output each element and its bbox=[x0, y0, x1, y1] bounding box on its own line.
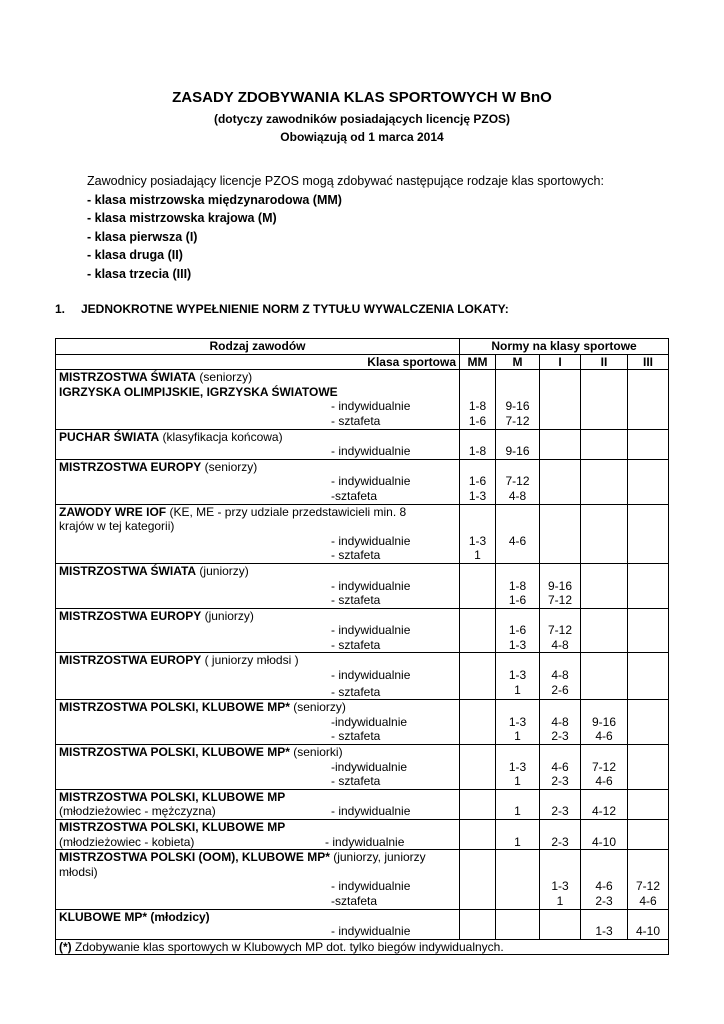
table-row bbox=[56, 789, 669, 819]
value-cell: 1-3 1 bbox=[496, 700, 540, 745]
table-row bbox=[56, 563, 669, 608]
col-iii: III bbox=[628, 354, 669, 370]
header-norms: Normy na klasy sportowe bbox=[460, 339, 669, 355]
value-cell bbox=[628, 653, 669, 700]
col-mm: MM bbox=[460, 354, 496, 370]
intro-block bbox=[87, 172, 687, 284]
value-cell: 1-3 1 bbox=[460, 504, 496, 563]
value-cell bbox=[460, 608, 496, 653]
col-m: M bbox=[496, 354, 540, 370]
value-cell bbox=[628, 563, 669, 608]
value-cell bbox=[628, 820, 669, 850]
document-title: ZASADY ZDOBYWANIA KLAS SPORTOWYCH W BnO bbox=[172, 89, 552, 106]
value-cell bbox=[628, 504, 669, 563]
value-cell: 4-8 2-3 bbox=[540, 700, 581, 745]
value-cell: 1-3 1 bbox=[496, 653, 540, 700]
value-cell bbox=[460, 700, 496, 745]
value-cell bbox=[540, 429, 581, 459]
value-cell: 1-8 bbox=[460, 429, 496, 459]
competition-cell: MISTRZOSTWA POLSKI, KLUBOWE MP (młodzieżowiec - kobieta) - indywidualnie bbox=[56, 820, 460, 850]
footnote-mark: (*) bbox=[59, 939, 72, 954]
value-cell bbox=[628, 370, 669, 429]
intro-text: Zawodnicy posiadający licencje PZOS mogą zdobywać następujące rodzaje klas sportowych: bbox=[87, 174, 604, 188]
value-cell: 1-6 1-3 bbox=[460, 459, 496, 504]
value-cell: 1-3 bbox=[581, 909, 628, 939]
value-cell: 1-3 1 bbox=[540, 850, 581, 909]
value-cell bbox=[581, 370, 628, 429]
value-cell: 9-16 4-6 bbox=[581, 700, 628, 745]
table-row bbox=[56, 850, 669, 909]
table-row bbox=[56, 745, 669, 790]
value-cell bbox=[460, 789, 496, 819]
competition-cell: MISTRZOSTWA EUROPY (juniorzy) - indywidualnie - sztafeta bbox=[56, 608, 460, 653]
effective-date: Obowiązują od 1 marca 2014 bbox=[280, 130, 444, 144]
class-item: - klasa mistrzowska międzynarodowa (MM) bbox=[87, 192, 342, 207]
table-header-row bbox=[56, 354, 669, 370]
class-item: - klasa pierwsza (I) bbox=[87, 229, 198, 244]
value-cell: 4-6 2-3 bbox=[581, 850, 628, 909]
value-cell: 4-6 2-3 bbox=[540, 745, 581, 790]
value-cell: 1-8 1-6 bbox=[496, 563, 540, 608]
competition-cell: PUCHAR ŚWIATA (klasyfikacja końcowa) - indywidualnie bbox=[56, 429, 460, 459]
value-cell bbox=[581, 608, 628, 653]
value-cell: 9-16 bbox=[496, 429, 540, 459]
value-cell bbox=[460, 820, 496, 850]
value-cell bbox=[540, 459, 581, 504]
table-row bbox=[56, 700, 669, 745]
class-item: - klasa druga (II) bbox=[87, 248, 183, 263]
norms-table bbox=[55, 338, 669, 955]
value-cell bbox=[496, 850, 540, 909]
value-cell: 4-8 2-6 bbox=[540, 653, 581, 700]
table-row bbox=[56, 608, 669, 653]
table-row bbox=[56, 370, 669, 429]
value-cell: 4-6 bbox=[496, 504, 540, 563]
table-row bbox=[56, 429, 669, 459]
value-cell bbox=[628, 700, 669, 745]
value-cell bbox=[540, 370, 581, 429]
table-row bbox=[56, 909, 669, 939]
competition-cell: ZAWODY WRE IOF (KE, ME - przy udziale przedstawicieli min. 8 krajów w tej kategorii) - indywidualnie - sztafeta bbox=[56, 504, 460, 563]
footnote-row bbox=[56, 939, 669, 955]
value-cell: 2-3 bbox=[540, 789, 581, 819]
value-cell: 7-12 4-6 bbox=[628, 850, 669, 909]
value-cell bbox=[628, 745, 669, 790]
value-cell: 1-8 1-6 bbox=[460, 370, 496, 429]
value-cell bbox=[581, 429, 628, 459]
header-competition: Rodzaj zawodów bbox=[56, 339, 460, 355]
value-cell: 9-16 7-12 bbox=[540, 563, 581, 608]
value-cell: 7-12 4-8 bbox=[540, 608, 581, 653]
competition-cell: MISTRZOSTWA EUROPY ( juniorzy młodsi ) - indywidualnie - sztafeta bbox=[56, 653, 460, 700]
col-i: I bbox=[540, 354, 581, 370]
competition-cell: MISTRZOSTWA ŚWIATA (juniorzy) - indywidualnie - sztafeta bbox=[56, 563, 460, 608]
value-cell: 1-3 1 bbox=[496, 745, 540, 790]
value-cell: 4-10 bbox=[581, 820, 628, 850]
table-row bbox=[56, 820, 669, 850]
footnote-text: Zdobywanie klas sportowych w Klubowych MP dot. tylko biegów indywidualnych. bbox=[71, 939, 504, 954]
value-cell bbox=[540, 504, 581, 563]
value-cell: 1-6 1-3 bbox=[496, 608, 540, 653]
competition-cell: MISTRZOSTWA POLSKI, KLUBOWE MP* (seniorzy) -indywidualnie - sztafeta bbox=[56, 700, 460, 745]
section-title: JEDNOKROTNE WYPEŁNIENIE NORM Z TYTUŁU WYWALCZENIA LOKATY: bbox=[81, 302, 509, 316]
value-cell bbox=[540, 909, 581, 939]
value-cell bbox=[460, 909, 496, 939]
section-number: 1. bbox=[55, 302, 66, 316]
value-cell: 7-12 4-8 bbox=[496, 459, 540, 504]
value-cell: 4-12 bbox=[581, 789, 628, 819]
value-cell: 1 bbox=[496, 789, 540, 819]
header-class: Klasa sportowa bbox=[56, 354, 460, 370]
value-cell: 2-3 bbox=[540, 820, 581, 850]
value-cell: 7-12 4-6 bbox=[581, 745, 628, 790]
value-cell: 4-10 bbox=[628, 909, 669, 939]
value-cell bbox=[460, 653, 496, 700]
value-cell bbox=[581, 653, 628, 700]
value-cell bbox=[628, 789, 669, 819]
footnote-cell bbox=[56, 939, 669, 955]
table-row bbox=[56, 653, 669, 700]
table-row bbox=[56, 504, 669, 563]
value-cell: 1 bbox=[496, 820, 540, 850]
table-row bbox=[56, 459, 669, 504]
value-cell bbox=[628, 459, 669, 504]
competition-cell: MISTRZOSTWA POLSKI (OOM), KLUBOWE MP* (juniorzy, juniorzy młodsi) - indywidualnie -sztafeta bbox=[56, 850, 460, 909]
value-cell bbox=[628, 429, 669, 459]
section-heading bbox=[55, 302, 509, 316]
competition-cell: MISTRZOSTWA POLSKI, KLUBOWE MP* (seniorki) -indywidualnie - sztafeta bbox=[56, 745, 460, 790]
value-cell: 9-16 7-12 bbox=[496, 370, 540, 429]
document-subtitle: (dotyczy zawodników posiadających licencję PZOS) bbox=[213, 112, 511, 126]
competition-cell: MISTRZOSTWA POLSKI, KLUBOWE MP (młodzieżowiec - mężczyzna) - indywidualnie bbox=[56, 789, 460, 819]
value-cell bbox=[581, 504, 628, 563]
class-item: - klasa trzecia (III) bbox=[87, 266, 192, 281]
competition-cell: MISTRZOSTWA ŚWIATA (seniorzy) IGRZYSKA OLIMPIJSKIE, IGRZYSKA ŚWIATOWE - indywidualnie - sztafeta bbox=[56, 370, 460, 429]
competition-cell: KLUBOWE MP* (młodzicy) - indywidualnie bbox=[56, 909, 460, 939]
value-cell bbox=[460, 850, 496, 909]
value-cell bbox=[628, 608, 669, 653]
value-cell bbox=[581, 459, 628, 504]
class-item: - klasa mistrzowska krajowa (M) bbox=[87, 211, 277, 226]
col-ii: II bbox=[581, 354, 628, 370]
table-header-row bbox=[56, 339, 669, 355]
competition-cell: MISTRZOSTWA EUROPY (seniorzy) - indywidualnie -sztafeta bbox=[56, 459, 460, 504]
value-cell bbox=[460, 563, 496, 608]
value-cell bbox=[581, 563, 628, 608]
value-cell bbox=[460, 745, 496, 790]
value-cell bbox=[496, 909, 540, 939]
